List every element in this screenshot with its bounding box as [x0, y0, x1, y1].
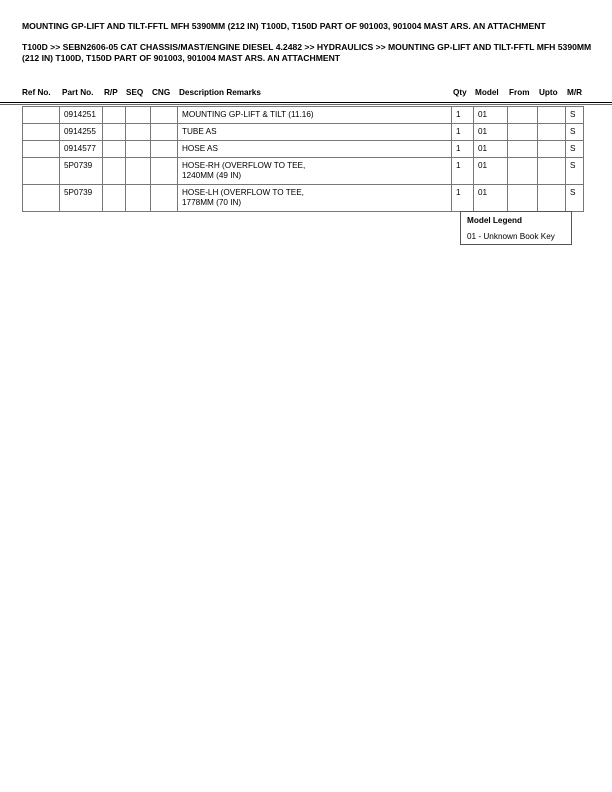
model-legend — [460, 211, 572, 245]
cell-qty: 1 — [452, 185, 474, 212]
cell-seq — [126, 107, 151, 124]
cell-from — [508, 124, 538, 141]
cell-seq — [126, 141, 151, 158]
col-upto: Upto — [539, 88, 558, 97]
cell-ref-no — [23, 158, 60, 185]
cell-description — [178, 185, 452, 212]
cell-mr: S — [566, 141, 584, 158]
cell-rp — [103, 158, 126, 185]
cell-model: 01 — [474, 141, 508, 158]
cell-model: 01 — [474, 107, 508, 124]
header-divider-secondary — [0, 104, 612, 105]
cell-mr: S — [566, 158, 584, 185]
cell-qty: 1 — [452, 141, 474, 158]
description-line-1: MOUNTING GP-LIFT & TILT (11.16) — [182, 110, 314, 119]
cell-ref-no — [23, 185, 60, 212]
col-seq: SEQ — [126, 88, 144, 97]
cell-model: 01 — [474, 185, 508, 212]
col-from: From — [509, 88, 530, 97]
cell-seq — [126, 158, 151, 185]
cell-description — [178, 158, 452, 185]
cell-qty: 1 — [452, 124, 474, 141]
col-part-no: Part No. — [62, 88, 94, 97]
cell-part-no: 0914251 — [60, 107, 103, 124]
table-row — [23, 107, 584, 124]
cell-mr: S — [566, 124, 584, 141]
description-line-1: HOSE-LH (OVERFLOW TO TEE, — [182, 188, 304, 197]
col-mr: M/R — [567, 88, 583, 97]
cell-part-no: 0914255 — [60, 124, 103, 141]
col-cng: CNG — [152, 88, 171, 97]
model-legend-title: Model Legend — [467, 216, 523, 225]
cell-from — [508, 141, 538, 158]
cell-upto — [538, 124, 566, 141]
table-row — [23, 141, 584, 158]
cell-model: 01 — [474, 124, 508, 141]
table-row — [23, 124, 584, 141]
description-line-1: HOSE-RH (OVERFLOW TO TEE, — [182, 161, 306, 170]
description-line-2: 1240MM (49 IN) — [182, 171, 242, 180]
col-qty: Qty — [453, 88, 467, 97]
table-row — [23, 158, 584, 185]
cell-upto — [538, 141, 566, 158]
table-row — [23, 185, 584, 212]
table-header — [22, 85, 585, 101]
cell-cng — [151, 158, 178, 185]
cell-rp — [103, 124, 126, 141]
cell-model: 01 — [474, 158, 508, 185]
cell-upto — [538, 185, 566, 212]
cell-from — [508, 185, 538, 212]
parts-table — [22, 106, 584, 212]
cell-ref-no — [23, 107, 60, 124]
description-line-2: 1778MM (70 IN) — [182, 198, 242, 207]
cell-seq — [126, 124, 151, 141]
cell-qty: 1 — [452, 158, 474, 185]
cell-cng — [151, 124, 178, 141]
cell-rp — [103, 107, 126, 124]
cell-description — [178, 107, 452, 124]
cell-rp — [103, 141, 126, 158]
page-title: MOUNTING GP-LIFT AND TILT-FFTL MFH 5390MM (212 IN) T100D, T150D PART OF 901003, 901004 MAST ARS. AN ATTACHMENT — [22, 21, 546, 31]
cell-cng — [151, 185, 178, 212]
cell-part-no: 5P0739 — [60, 158, 103, 185]
cell-cng — [151, 107, 178, 124]
cell-seq — [126, 185, 151, 212]
col-ref-no: Ref No. — [22, 88, 51, 97]
cell-mr: S — [566, 107, 584, 124]
cell-qty: 1 — [452, 107, 474, 124]
cell-upto — [538, 158, 566, 185]
cell-cng — [151, 141, 178, 158]
cell-ref-no — [23, 124, 60, 141]
cell-part-no: 0914577 — [60, 141, 103, 158]
breadcrumb: T100D >> SEBN2606-05 CAT CHASSIS/MAST/ENGINE DIESEL 4.2482 >> HYDRAULICS >> MOUNTING GP-LIFT AND TILT-FFTL MFH 5390MM (212 IN) T100D, T150D PART OF 901003, 901004 MAST ARS. AN ATTACHMENT — [22, 42, 592, 63]
cell-part-no: 5P0739 — [60, 185, 103, 212]
cell-upto — [538, 107, 566, 124]
cell-rp — [103, 185, 126, 212]
cell-from — [508, 107, 538, 124]
cell-from — [508, 158, 538, 185]
cell-description — [178, 141, 452, 158]
col-model: Model — [475, 88, 499, 97]
model-legend-entry: 01 - Unknown Book Key — [467, 232, 555, 241]
description-line-1: HOSE AS — [182, 144, 218, 153]
cell-mr: S — [566, 185, 584, 212]
col-rp: R/P — [104, 88, 118, 97]
cell-description — [178, 124, 452, 141]
description-line-1: TUBE AS — [182, 127, 217, 136]
cell-ref-no — [23, 141, 60, 158]
col-description: Description Remarks — [179, 88, 261, 97]
